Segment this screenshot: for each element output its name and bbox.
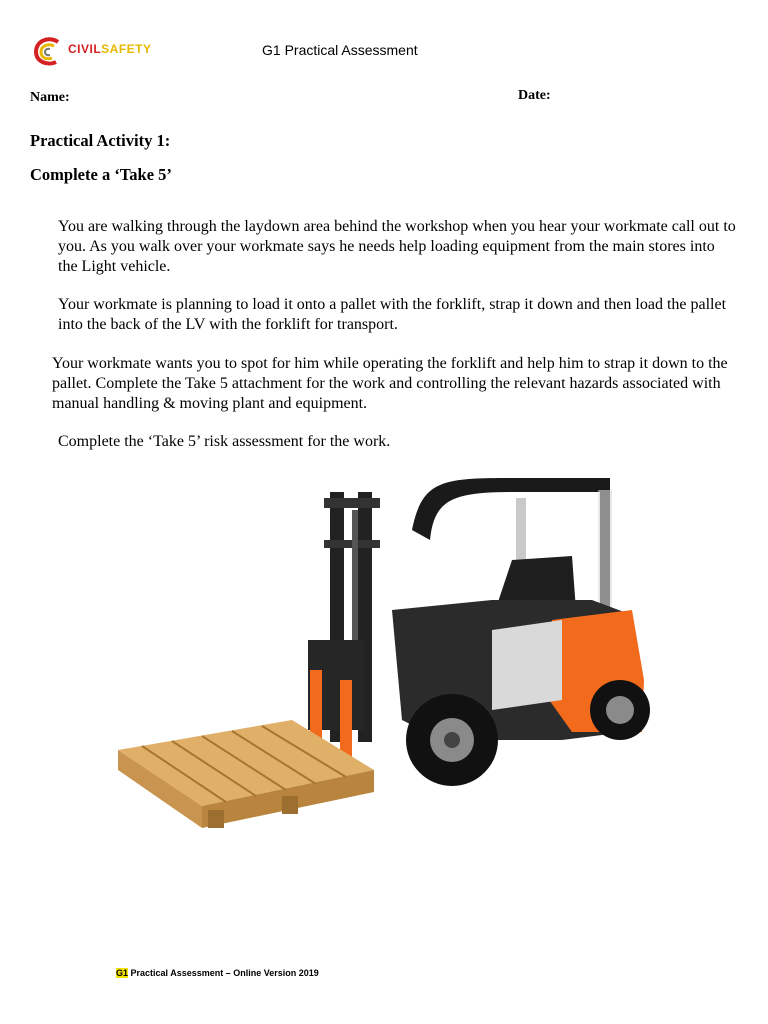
paragraph-instruction: Complete the ‘Take 5’ risk assessment for the work. <box>58 433 391 450</box>
footer-highlight: G1 <box>116 968 129 978</box>
logo-swirl-icon <box>32 36 66 68</box>
paragraph-plan: Your workmate is planning to load it onto a pallet with the forklift, strap it down and then load the pallet into the back of the LV with the forklift for transport. <box>58 296 727 333</box>
page-footer <box>116 968 319 978</box>
forklift-illustration <box>112 470 662 840</box>
activity-subtitle: Complete a ‘Take 5’ <box>30 165 172 184</box>
forklift-with-pallet-icon <box>112 470 662 840</box>
activity-title: Practical Activity 1: <box>30 131 171 150</box>
logo-text-safety: SAFETY <box>101 42 152 56</box>
paragraph-task: Your workmate wants you to spot for him while operating the forklift and help him to strap it down to the pallet. Complete the Take 5 attachment for the work and controlling the relevant hazards associated with manual handling & moving plant and equipment. <box>52 355 728 412</box>
footer-text: Practical Assessment – Online Version 2019 <box>128 968 319 978</box>
date-label: Date: <box>518 88 551 103</box>
paragraph-scenario: You are walking through the laydown area behind the workshop when you hear your workmate call out to you. As you walk over your workmate says he needs help loading equipment from the main stores into the Light vehicle. <box>58 218 736 275</box>
logo-text <box>68 42 152 56</box>
page-header-title: G1 Practical Assessment <box>262 42 418 58</box>
logo-text-civil: CIVIL <box>68 42 102 56</box>
civil-safety-logo <box>32 36 182 68</box>
name-label: Name: <box>30 90 70 105</box>
